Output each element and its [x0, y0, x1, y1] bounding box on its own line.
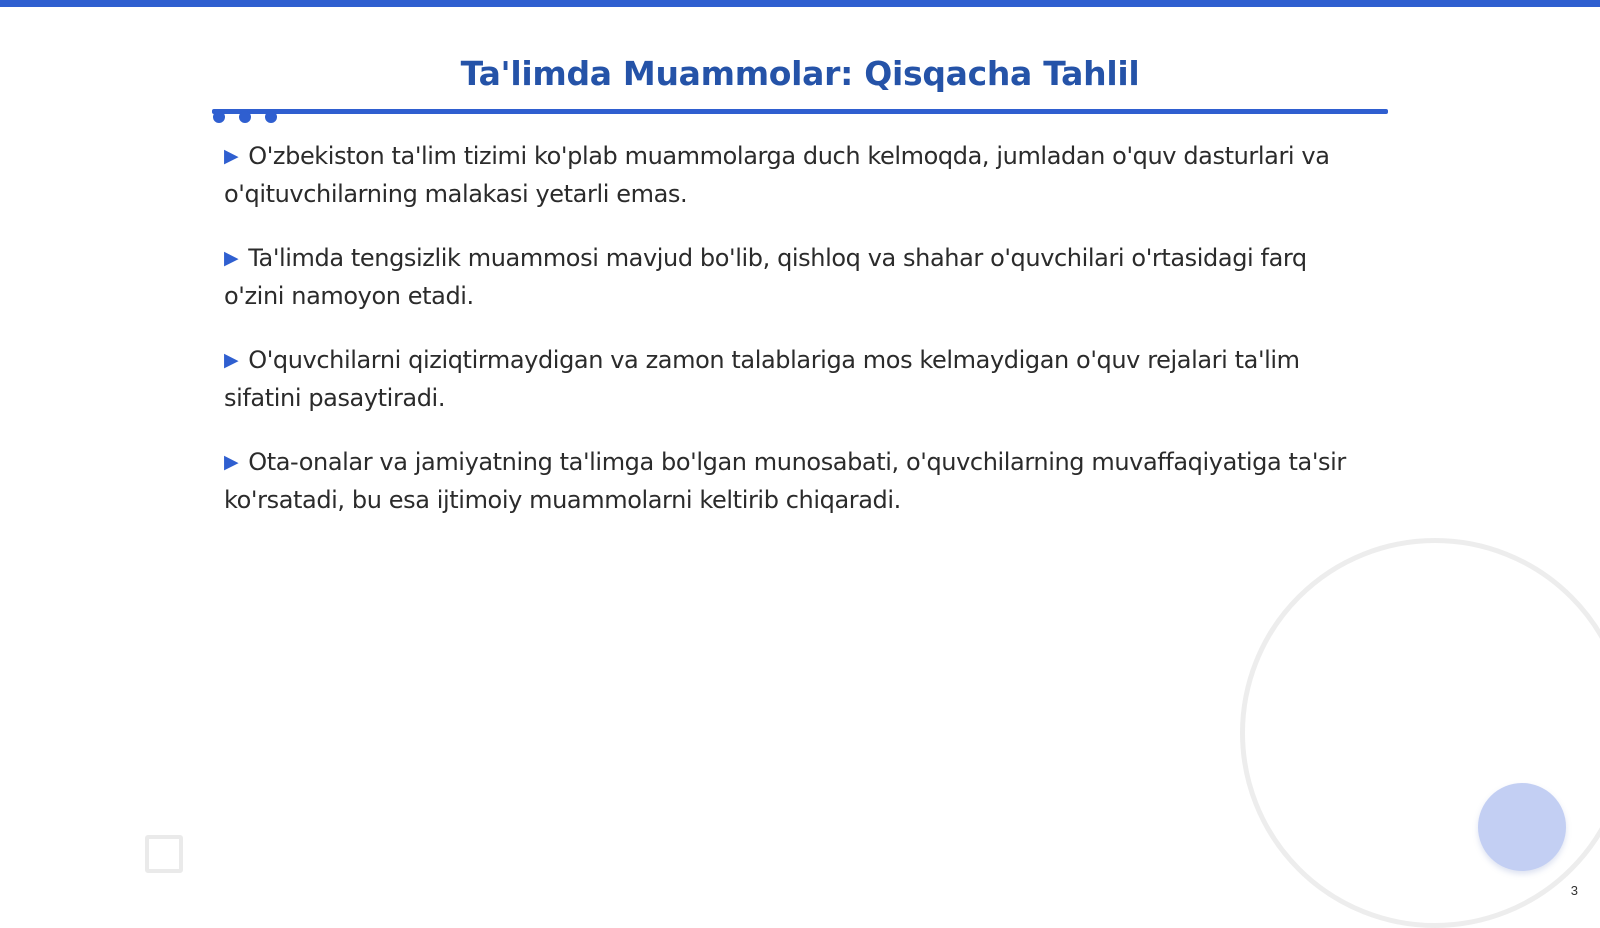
bullet-item — [224, 342, 1364, 416]
bullet-text: O'quvchilarni qiziqtirmaydigan va zamon talablariga mos kelmaydigan o'quv rejalari ta'lim sifatini pasaytiradi. — [224, 346, 1300, 412]
title-underline — [212, 109, 1388, 114]
page-number: 3 — [1570, 883, 1578, 898]
decorative-ring — [1240, 538, 1600, 928]
bullet-text: Ta'limda tengsizlik muammosi mavjud bo'lib, qishloq va shahar o'quvchilari o'rtasidagi farq o'zini namoyon etadi. — [224, 244, 1307, 310]
triangle-bullet-icon: ▶ — [224, 451, 239, 473]
bullet-text: O'zbekiston ta'lim tizimi ko'plab muammolarga duch kelmoqda, jumladan o'quv dasturlari va o'qituvchilarning malakasi yetarli emas. — [224, 142, 1330, 208]
underline-dot-2 — [239, 111, 251, 123]
triangle-bullet-icon: ▶ — [224, 349, 239, 371]
slide-title: Ta'limda Muammolar: Qisqacha Tahlil — [460, 54, 1140, 93]
underline-dot-3 — [265, 111, 277, 123]
triangle-bullet-icon: ▶ — [224, 247, 239, 269]
triangle-bullet-icon: ▶ — [224, 145, 239, 167]
bullet-item — [224, 240, 1364, 314]
decorative-circle — [1478, 783, 1566, 871]
bullet-item — [224, 138, 1364, 212]
top-accent-bar — [0, 0, 1600, 7]
bullet-list — [224, 138, 1364, 546]
bullet-item — [224, 444, 1364, 518]
underline-dot-1 — [213, 111, 225, 123]
bullet-text: Ota-onalar va jamiyatning ta'limga bo'lgan munosabati, o'quvchilarning muvaffaqiyatiga ta'sir ko'rsatadi, bu esa ijtimoiy muammolarni keltirib chiqaradi. — [224, 448, 1346, 514]
decorative-square — [145, 835, 183, 873]
